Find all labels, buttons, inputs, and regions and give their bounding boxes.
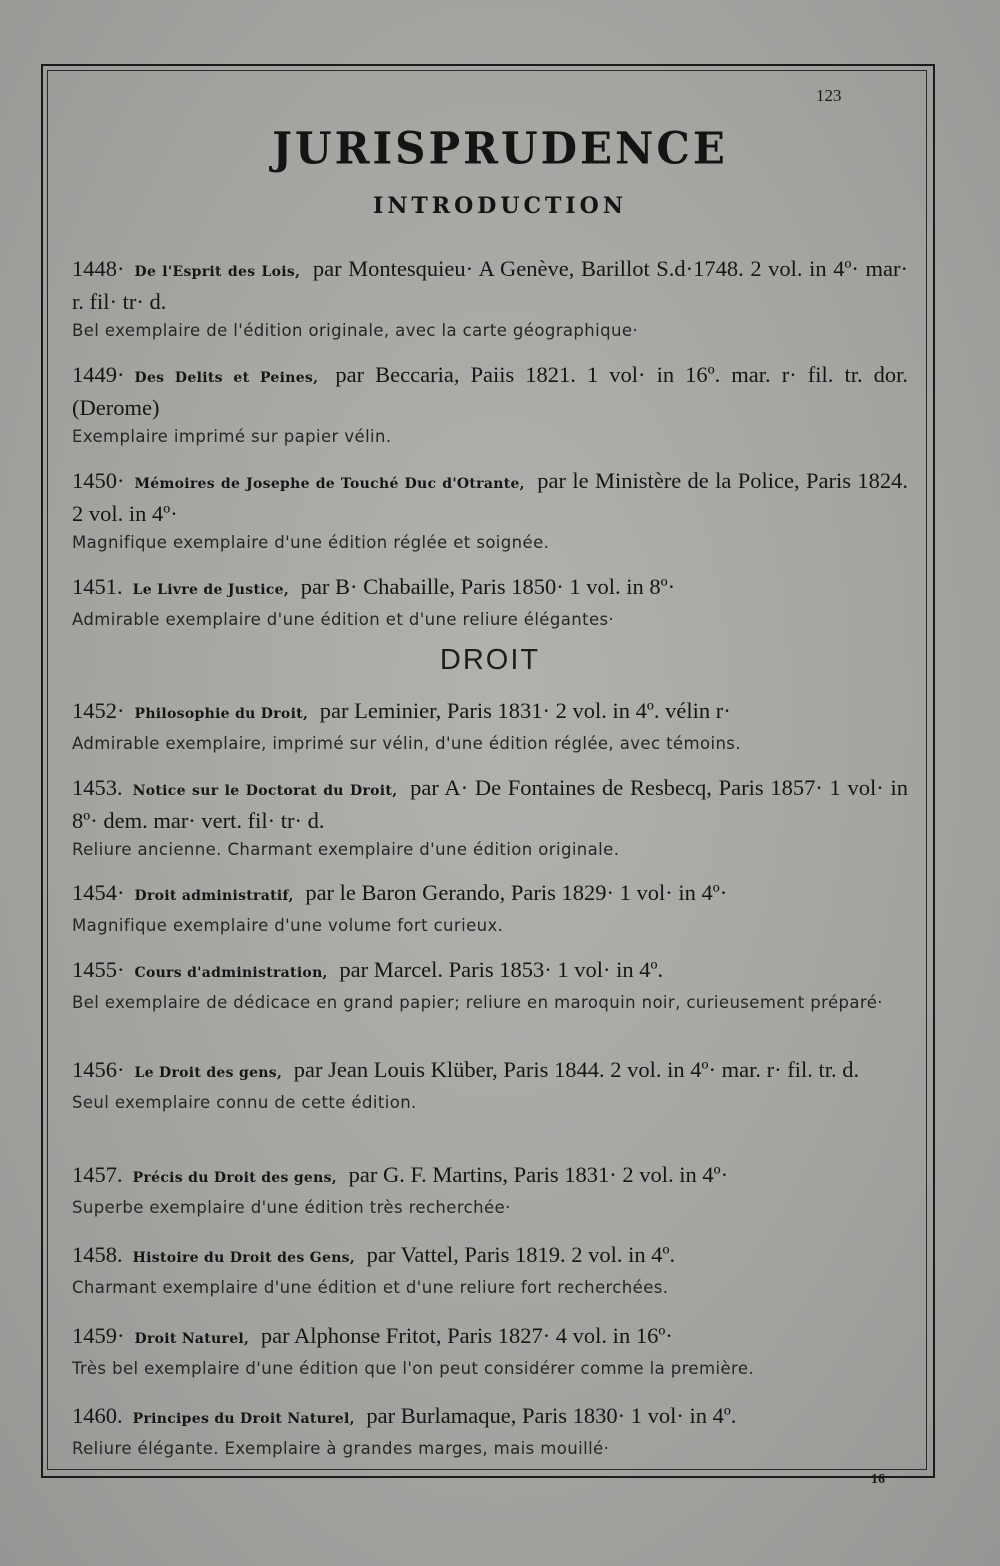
- entry-title: Le Livre de Justice,: [132, 582, 290, 598]
- entry-number: 1460.: [72, 1403, 123, 1428]
- catalogue-entry: [72, 955, 908, 1016]
- entry-heading: [72, 1055, 908, 1088]
- entry-note: Magnifique exemplaire d'une édition réglée et soignée.: [72, 533, 550, 552]
- entry-note: Reliure ancienne. Charmant exemplaire d'une édition originale.: [72, 840, 620, 859]
- entry-details: par G. F. Martins, Paris 1831· 2 vol. in 4º·: [348, 1162, 729, 1187]
- entry-number: 1449·: [72, 362, 125, 387]
- catalogue-entry: [72, 878, 908, 939]
- entry-heading: [72, 1321, 908, 1354]
- page-title: JURISPRUDENCE: [272, 122, 728, 175]
- entry-heading: [72, 1401, 908, 1434]
- entry-title: Mémoires de Josephe de Touché Duc d'Otrante,: [134, 476, 525, 492]
- entry-number: 1457.: [72, 1162, 123, 1187]
- entry-heading: [72, 955, 908, 988]
- entry-note: Admirable exemplaire, imprimé sur vélin, d'une édition réglée, avec témoins.: [72, 734, 741, 753]
- entry-heading: [72, 773, 908, 835]
- entry-number: 1453.: [72, 775, 123, 800]
- sheet-signature-number: 16: [871, 1472, 885, 1487]
- entry-details: par Beccaria, Paiis 1821. 1 vol· in 16º. mar. r· fil. tr. dor. (Derome): [72, 362, 909, 420]
- entry-note: Bel exemplaire de dédicace en grand papier; reliure en maroquin noir, curieusement préparé·: [72, 993, 883, 1012]
- entry-title: Le Droit des gens,: [134, 1065, 283, 1081]
- entry-heading: [72, 696, 908, 729]
- entry-details: par Vattel, Paris 1819. 2 vol. in 4º.: [366, 1242, 676, 1267]
- entry-number: 1450·: [72, 468, 125, 493]
- entry-title: Histoire du Droit des Gens,: [132, 1250, 356, 1266]
- entry-title: Principes du Droit Naturel,: [132, 1411, 355, 1427]
- entry-title: Précis du Droit des gens,: [132, 1170, 337, 1186]
- entry-details: par Montesquieu· A Genève, Barillot S.d·1748. 2 vol. in 4º· mar· r. fil· tr· d.: [72, 256, 908, 314]
- entry-number: 1454·: [72, 880, 125, 905]
- entry-details: par Leminier, Paris 1831· 2 vol. in 4º. vélin r·: [319, 698, 731, 723]
- entry-details: par le Baron Gerando, Paris 1829· 1 vol· in 4º·: [305, 880, 728, 905]
- entry-details: par Jean Louis Klüber, Paris 1844. 2 vol. in 4º· mar. r· fil. tr. d.: [293, 1057, 860, 1082]
- entry-note: Très bel exemplaire d'une édition que l'on peut considérer comme la première.: [72, 1359, 755, 1378]
- entry-heading: [72, 572, 908, 605]
- entry-heading: [72, 466, 908, 528]
- entry-number: 1452·: [72, 698, 125, 723]
- catalogue-entry: [72, 254, 908, 344]
- entry-note: Admirable exemplaire d'une édition et d'une reliure élégantes·: [72, 610, 615, 629]
- entry-number: 1448·: [72, 256, 125, 281]
- entry-title: Droit administratif,: [134, 888, 294, 904]
- catalogue-entry: [72, 572, 908, 633]
- entry-title: Droit Naturel,: [134, 1331, 250, 1347]
- entry-number: 1455·: [72, 957, 125, 982]
- entry-details: par Marcel. Paris 1853· 1 vol· in 4º.: [339, 957, 664, 982]
- entry-title: Des Delits et Peines,: [134, 370, 319, 386]
- page-number: 123: [816, 86, 842, 105]
- entry-note: Exemplaire imprimé sur papier vélin.: [72, 427, 392, 446]
- entry-number: 1459·: [72, 1323, 125, 1348]
- catalogue-entry: [72, 1240, 908, 1301]
- entry-title: Philosophie du Droit,: [134, 706, 309, 722]
- entry-heading: [72, 254, 908, 316]
- catalogue-entry: [72, 1160, 908, 1221]
- entry-note: Magnifique exemplaire d'une volume fort curieux.: [72, 916, 504, 935]
- entry-note: Superbe exemplaire d'une édition très recherchée·: [72, 1198, 511, 1217]
- catalogue-entry: [72, 696, 908, 757]
- entry-title: Cours d'administration,: [134, 965, 328, 981]
- catalogue-entry: [72, 360, 908, 450]
- entry-details: par le Ministère de la Police, Paris 1824. 2 vol. in 4º·: [72, 468, 908, 526]
- entry-note: Charmant exemplaire d'une édition et d'une reliure fort recherchées.: [72, 1278, 669, 1297]
- entry-details: par Alphonse Fritot, Paris 1827· 4 vol. in 16º·: [260, 1323, 673, 1348]
- catalogue-entry: [72, 1401, 908, 1462]
- catalogue-entry: [72, 1055, 908, 1116]
- entry-details: par B· Chabaille, Paris 1850· 1 vol. in 8º·: [300, 574, 676, 599]
- entry-number: 1451.: [72, 574, 123, 599]
- entry-note: Seul exemplaire connu de cette édition.: [72, 1093, 417, 1112]
- page-subtitle: INTRODUCTION: [373, 193, 627, 219]
- entry-heading: [72, 1240, 908, 1273]
- entry-heading: [72, 360, 908, 422]
- entry-number: 1456·: [72, 1057, 125, 1082]
- entry-title: Notice sur le Doctorat du Droit,: [132, 783, 398, 799]
- entry-number: 1458.: [72, 1242, 123, 1267]
- entry-note: Bel exemplaire de l'édition originale, avec la carte géographique·: [72, 321, 639, 340]
- entry-note: Reliure élégante. Exemplaire à grandes marges, mais mouillé·: [72, 1439, 610, 1458]
- entry-heading: [72, 878, 908, 911]
- catalogue-entry: [72, 773, 908, 863]
- entry-title: De l'Esprit des Lois,: [134, 264, 301, 280]
- catalogue-entry: [72, 1321, 908, 1382]
- section-heading: DROIT: [439, 644, 541, 676]
- entry-heading: [72, 1160, 908, 1193]
- catalogue-entry: [72, 466, 908, 556]
- entry-details: par Burlamaque, Paris 1830· 1 vol· in 4º.: [366, 1403, 737, 1428]
- entry-details: par A· De Fontaines de Resbecq, Paris 1857· 1 vol· in 8º· dem. mar· vert. fil· tr· d.: [72, 775, 909, 833]
